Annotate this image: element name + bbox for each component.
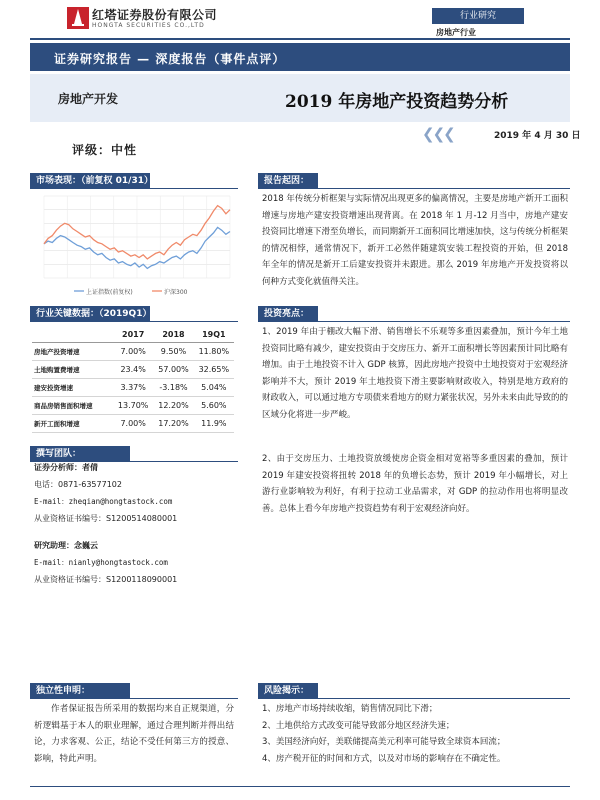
analyst-email: E-mail：zheqian@hongtastock.com (34, 497, 173, 506)
table-header: 19Q1 (194, 326, 234, 343)
table-cell: 11.80% (194, 343, 234, 361)
analyst-cert: 从业资格证书编号：S1200514080001 (34, 514, 178, 523)
origin-text: 2018 年传统分析框架与实际情况出现更多的偏离情况，主要是房地产新开工面积增速与房地产建安投资增速出现背离。在 2018 年 1 月-12 月当中，房地产建安投资同比增速下滑至负增长，而同期新开工面积同比增速加快，这与传统分析框架的情况相悖，通常情况下，新开工必然伴随建筑安装工程投资的开始，但 2018 年全年的情况是新开工后建安投资并未跟进。那么 2019 年房地产开发投资将以何种方式变化就值得关注。 (262, 194, 569, 287)
analyst-block (34, 459, 244, 527)
key-data-heading: 行业关键数据：（2019Q1） (30, 306, 150, 322)
table-cell: 7.00% (113, 343, 153, 361)
table-row (32, 397, 234, 415)
section-divider (258, 321, 570, 322)
assistant-name: 研究助理：念巍云 (34, 541, 98, 550)
table-header: 2018 (153, 326, 193, 343)
company-name: 红塔证券股份有限公司 (92, 8, 218, 22)
list-item: 4、房产税开征的时间和方式，以及对市场的影响存在不确定性。 (262, 753, 506, 764)
table-cell: 13.70% (113, 397, 153, 415)
table-cell: 5.60% (194, 397, 234, 415)
footer-divider (30, 786, 570, 787)
highlights-p2: 2、由于交房压力、土地投资放缓使房企资金相对宽裕等多重因素的叠加，预计 2019 年建安投资将扭转 2018 年的负增长态势，预计 2019 年小幅增长，对上游行业影响较为利好，有利于拉动工业品需求，对 GDP 的拉动作用也将明显改善。总体上看今年房地产投资趋势有利于宏观经济向好。 (262, 454, 568, 514)
row-label: 新开工面积增速 (32, 415, 113, 433)
section-divider (258, 698, 570, 699)
list-item: 3、美国经济向好，美联储提高美元利率可能导致全球资本回流； (262, 737, 506, 747)
independence-heading: 独立性申明： (30, 683, 130, 699)
table-cell: 5.04% (194, 379, 234, 397)
section-divider (30, 321, 238, 322)
row-label: 商品房销售面积增速 (32, 397, 113, 415)
table-cell: 9.50% (153, 343, 193, 361)
assistant-email: E-mail：nianly@hongtastock.com (34, 558, 168, 567)
risk-heading: 风险揭示： (258, 683, 318, 699)
rating: 评级：中性 (72, 143, 138, 157)
highlights-p1: 1、2019 年由于棚改大幅下滑、销售增长不乐观等多重因素叠加，预计今年土地投资同比略有减少，建安投资由于交房压力、新开工面积增长等因素预计同比略有增加。由于土地投资不计入 GDP 核算，因此房地产投资中土地投资对于宏观经济影响并不大，预计 2019 年土地投资下滑主要影响财政收入，特别是地方政府的财政收入，可以通过地方专项债来看地方的财力紧张状况，另外未来由此导致的的区域分化将进一步严峻。 (262, 327, 569, 420)
table-header: 2017 (113, 326, 153, 343)
table-header-row (32, 326, 234, 343)
assistant-cert: 从业资格证书编号：S1200118090001 (34, 575, 178, 584)
row-label: 建安投资增速 (32, 379, 113, 397)
sector-label: 房地产开发 (58, 92, 119, 106)
list-item: 1、房地产市场持续收缩，销售情况同比下滑； (262, 704, 438, 714)
table-cell: 17.20% (153, 415, 193, 433)
section-divider (30, 698, 238, 699)
company-logo-icon (66, 6, 90, 30)
table-header (32, 326, 113, 343)
list-item: 2、土地供给方式改变可能导致部分地区经济失速； (262, 720, 455, 731)
section-divider (30, 188, 238, 189)
report-date: 2019 年 4 月 30 日 (494, 131, 581, 141)
table-row (32, 379, 234, 397)
table-cell: 23.4% (113, 361, 153, 379)
table-row (32, 361, 234, 379)
independence-text: 作者保证报告所采用的数据均来自正规渠道，分析逻辑基于本人的职业理解，通过合理判断并得出结论，力求客观、公正，结论不受任何第三方的授意、影响，特此声明。 (34, 704, 234, 764)
assistant-block (34, 537, 244, 588)
market-chart (34, 190, 236, 300)
industry-label: 房地产行业 (436, 28, 476, 37)
analyst-name: 证券分析师：者倩 (34, 463, 98, 472)
market-heading: 市场表现：（前复权 01/31） (30, 173, 150, 189)
legend-entry: 沪深300 (164, 289, 188, 296)
row-label: 土地购置费增速 (32, 361, 113, 379)
category-badge: 行业研究 (432, 8, 524, 24)
table-cell: 12.20% (153, 397, 193, 415)
table-cell: 3.37% (113, 379, 153, 397)
analyst-phone: 电话：0871-63577102 (34, 480, 122, 489)
section-divider (258, 188, 570, 189)
chevron-left-icon: ❮❮❮ (422, 125, 454, 143)
row-label: 房地产投资增速 (32, 343, 113, 361)
company-name-en: HONGTA SECURITIES CO.,LTD (92, 22, 205, 29)
table-cell: 32.65% (194, 361, 234, 379)
table-cell: 7.00% (113, 415, 153, 433)
legend-entry: 上证指数(前复权) (86, 289, 133, 296)
origin-heading: 报告起因： (258, 173, 318, 189)
highlights-heading: 投资亮点： (258, 306, 318, 322)
header-divider (30, 38, 570, 40)
risk-list (262, 701, 568, 767)
key-data-table (32, 326, 234, 433)
table-cell: 11.9% (194, 415, 234, 433)
team-heading: 撰写团队： (30, 446, 130, 462)
page-title: 2019 年房地产投资趋势分析 (285, 92, 509, 112)
table-row (32, 415, 234, 433)
table-row (32, 343, 234, 361)
table-cell: 57.00% (153, 361, 193, 379)
report-type: 证券研究报告 — 深度报告（事件点评） (54, 52, 286, 66)
table-cell: -3.18% (153, 379, 193, 397)
